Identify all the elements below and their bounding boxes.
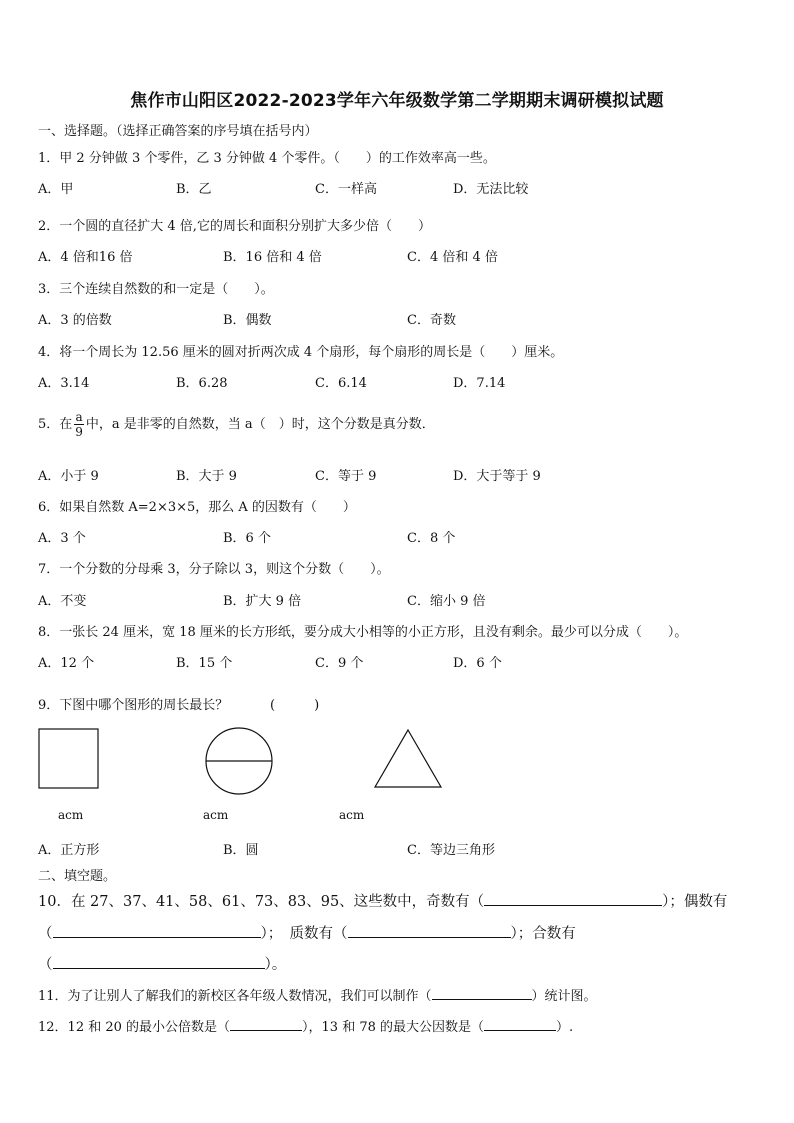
q9-option-a: A．正方形	[38, 843, 100, 858]
question-5	[38, 410, 435, 439]
q5-prefix: 5．在	[38, 417, 73, 432]
circle-caption: acm	[203, 808, 229, 822]
q5-option-b: B．大于 9	[176, 469, 237, 484]
fraction-denominator: 9	[75, 425, 83, 439]
question-8: 8．一张长 24 厘米，宽 18 厘米的长方形纸，要分成大小相等的小正方形，且没有剩余。最少可以分成（ ）。	[38, 625, 688, 640]
question-10-line1	[38, 890, 727, 911]
section-heading-choice: 一、选择题。（选择正确答案的序号填在括号内）	[38, 124, 318, 139]
q5-option-a: A．小于 9	[38, 469, 99, 484]
triangle-caption: acm	[339, 808, 365, 822]
page-title: 焦作市山阳区2022-2023学年六年级数学第二学期期末调研模拟试题	[130, 91, 664, 111]
question-6: 6．如果自然数 A=2×3×5，那么 A 的因数有（ ）	[38, 500, 356, 515]
q10-text-3: （	[38, 926, 53, 942]
fraction-a-over-9	[74, 410, 84, 439]
q3-option-a: A．3 的倍数	[38, 313, 112, 328]
q12-text-3: ）.	[556, 1020, 574, 1035]
question-11	[38, 985, 597, 1004]
question-4: 4．将一个周长为 12.56 厘米的圆对折两次成 4 个扇形，每个扇形的周长是（ ）厘米。	[38, 345, 564, 360]
q7-option-a: A．不变	[38, 594, 87, 609]
question-10-line3	[38, 953, 286, 974]
q1-option-a: A．甲	[38, 182, 74, 197]
q4-option-d: D．7.14	[453, 376, 506, 391]
question-10-line2	[38, 922, 576, 943]
q6-option-a: A．3 个	[38, 531, 86, 546]
triangle-shape	[375, 730, 441, 787]
question-3: 3．三个连续自然数的和一定是（ ）。	[38, 282, 274, 297]
answer-blank[interactable]	[230, 1018, 302, 1031]
q6-option-c: C．8 个	[407, 531, 456, 546]
q2-option-a: A．4 倍和16 倍	[38, 250, 133, 265]
q4-option-a: A．3.14	[38, 376, 90, 391]
q11-text-2: ）统计图。	[531, 989, 597, 1004]
q7-option-b: B．扩大 9 倍	[223, 594, 302, 609]
q12-text-2: ），13 和 78 的最大公因数是（	[302, 1020, 485, 1035]
question-2: 2．一个圆的直径扩大 4 倍,它的周长和面积分别扩大多少倍（ ）	[38, 219, 431, 234]
answer-blank[interactable]	[484, 1018, 556, 1031]
question-12	[38, 1016, 573, 1035]
q1-option-d: D．无法比较	[453, 182, 529, 197]
q4-option-b: B．6.28	[176, 376, 228, 391]
answer-blank[interactable]	[53, 956, 265, 969]
q10-text-4: ）； 质数有（	[260, 926, 348, 942]
q5-suffix: 中，a 是非零的自然数，当 a（ ）时，这个分数是真分数．	[85, 417, 435, 432]
q12-text-1: 12．12 和 20 的最小公倍数是（	[38, 1020, 231, 1035]
q7-option-c: C．缩小 9 倍	[407, 594, 486, 609]
q10-text-6: （	[38, 957, 53, 973]
q3-option-b: B．偶数	[223, 313, 272, 328]
section-heading-fill: 二、填空题。	[38, 869, 117, 884]
question-7: 7．一个分数的分母乘 3，分子除以 3，则这个分数（ ）。	[38, 562, 390, 577]
q10-text-5: ）；合数有	[510, 926, 576, 942]
q1-option-c: C．一样高	[315, 182, 377, 197]
q4-option-c: C．6.14	[315, 376, 367, 391]
q10-text-2: ）；偶数有	[662, 894, 728, 910]
answer-blank[interactable]	[484, 893, 662, 906]
answer-blank[interactable]	[348, 925, 511, 938]
q10-text-7: ）。	[264, 957, 287, 973]
q8-option-b: B．15 个	[176, 656, 233, 671]
q10-text-1: 10．在 27、37、41、58、61、73、83、95、这些数中，奇数有（	[38, 894, 485, 910]
q3-option-c: C．奇数	[407, 313, 456, 328]
q9-answer-parentheses: ( )	[270, 698, 320, 713]
question-1: 1．甲 2 分钟做 3 个零件，乙 3 分钟做 4 个零件。（ ）的工作效率高一些。	[38, 151, 496, 166]
question-9: 9．下图中哪个图形的周长最长？	[38, 698, 229, 713]
q6-option-b: B．6 个	[223, 531, 271, 546]
answer-blank[interactable]	[432, 987, 532, 1000]
q9-option-b: B．圆	[223, 843, 259, 858]
q8-option-c: C．9 个	[315, 656, 364, 671]
q8-option-d: D．6 个	[453, 656, 502, 671]
q2-option-c: C．4 倍和 4 倍	[407, 250, 498, 265]
q2-option-b: B．16 倍和 4 倍	[223, 250, 322, 265]
q5-option-d: D．大于等于 9	[453, 469, 541, 484]
q5-option-c: C．等于 9	[315, 469, 377, 484]
circle-figure	[204, 727, 276, 797]
q1-option-b: B．乙	[176, 182, 212, 197]
q11-text-1: 11．为了让别人了解我们的新校区各年级人数情况，我们可以制作（	[38, 989, 432, 1004]
triangle-figure	[373, 728, 443, 790]
square-caption: acm	[58, 808, 84, 822]
q8-option-a: A．12 个	[38, 656, 95, 671]
fraction-numerator: a	[75, 410, 83, 424]
square-figure	[38, 728, 100, 790]
answer-blank[interactable]	[53, 925, 261, 938]
q9-option-c: C．等边三角形	[407, 843, 495, 858]
square-shape	[39, 729, 98, 788]
